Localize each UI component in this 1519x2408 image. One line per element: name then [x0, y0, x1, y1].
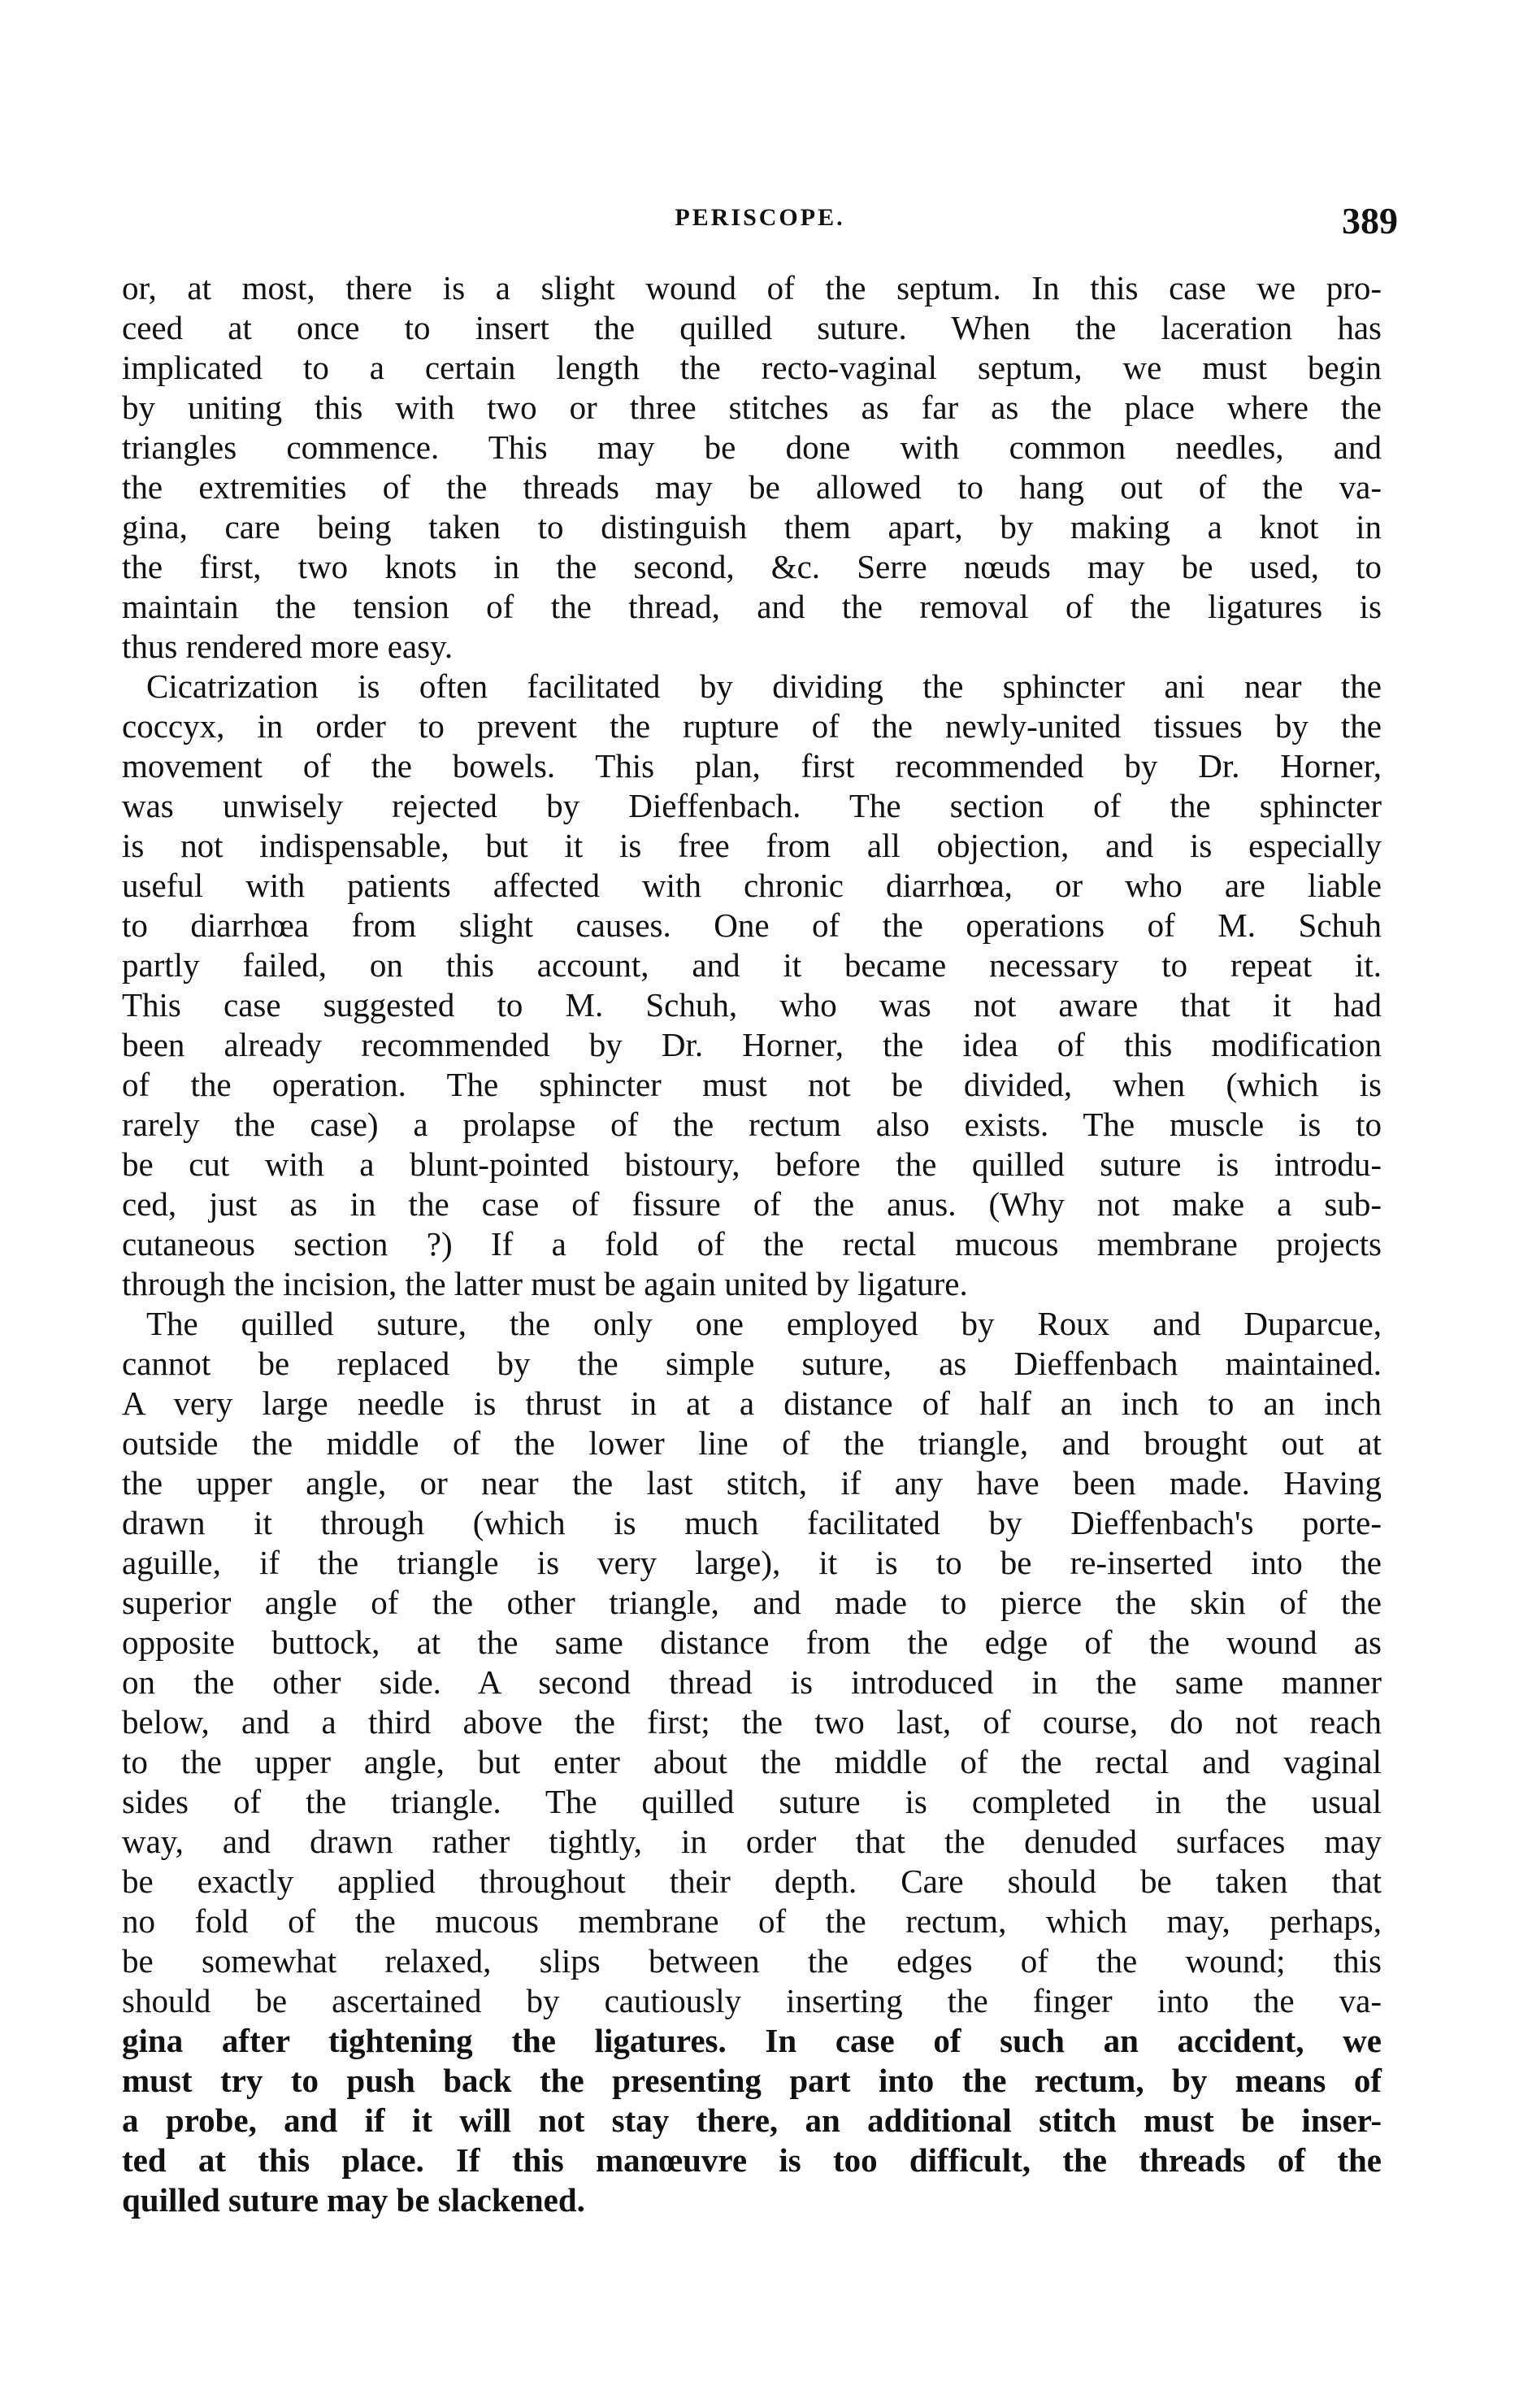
body-text — [122, 268, 1382, 2220]
text-line: useful with patients affected with chronic diarrhœa, or who are liable — [122, 867, 1382, 904]
paragraph-3 — [122, 1304, 1382, 2220]
text-line: to the upper angle, but enter about the middle of the rectal and vaginal — [122, 1743, 1382, 1780]
text-line: by uniting this with two or three stitches as far as the place where the — [122, 389, 1382, 426]
paragraph-1 — [122, 268, 1382, 667]
text-line: ced, just as in the case of fissure of the anus. (Why not make a sub- — [122, 1185, 1382, 1223]
text-line: sides of the triangle. The quilled suture is completed in the usual — [122, 1783, 1382, 1820]
text-line: the extremities of the threads may be allowed to hang out of the va- — [122, 468, 1382, 506]
text-line: A very large needle is thrust in at a distance of half an inch to an inch — [122, 1384, 1382, 1422]
text-line: ceed at once to insert the quilled suture. When the laceration has — [122, 309, 1382, 346]
text-line: Cicatrization is often facilitated by dividing the sphincter ani near the — [146, 667, 1382, 705]
text-line: was unwisely rejected by Dieffenbach. The section of the sphincter — [122, 787, 1382, 824]
text-line: be exactly applied throughout their depth. Care should be taken that — [122, 1863, 1382, 1900]
text-line: This case suggested to M. Schuh, who was not aware that it had — [122, 986, 1382, 1024]
text-line: to diarrhœa from slight causes. One of the operations of M. Schuh — [122, 906, 1382, 944]
paragraph-2 — [122, 667, 1382, 1304]
text-line: gina, care being taken to distinguish them apart, by making a knot in — [122, 508, 1382, 545]
running-head — [122, 199, 1398, 248]
text-line: been already recommended by Dr. Horner, the idea of this modification — [122, 1026, 1382, 1063]
text-line: quilled suture may be slackened. — [122, 2181, 585, 2219]
text-line: drawn it through (which is much facilitated by Dieffenbach's porte- — [122, 1504, 1382, 1541]
text-line: aguille, if the triangle is very large), it is to be re-inserted into the — [122, 1544, 1382, 1581]
text-line: no fold of the mucous membrane of the rectum, which may, perhaps, — [122, 1902, 1382, 1940]
text-line: must try to push back the presenting part into the rectum, by means of — [122, 2062, 1382, 2099]
text-line: cutaneous section ?) If a fold of the rectal mucous membrane projects — [122, 1225, 1382, 1263]
text-line: the upper angle, or near the last stitch, if any have been made. Having — [122, 1464, 1382, 1502]
text-line: superior angle of the other triangle, and made to pierce the skin of the — [122, 1584, 1382, 1621]
text-line: maintain the tension of the thread, and the removal of the ligatures is — [122, 588, 1382, 625]
text-line: ted at this place. If this manœuvre is too difficult, the threads of the — [122, 2141, 1382, 2179]
text-line: rarely the case) a prolapse of the rectum also exists. The muscle is to — [122, 1106, 1382, 1143]
text-line: opposite buttock, at the same distance from the edge of the wound as — [122, 1623, 1382, 1661]
text-line: is not indispensable, but it is free from all objection, and is especially — [122, 827, 1382, 864]
text-line: triangles commence. This may be done with common needles, and — [122, 428, 1382, 466]
text-line: gina after tightening the ligatures. In case of such an accident, we — [122, 2022, 1382, 2059]
text-line: through the incision, the latter must be again united by ligature. — [122, 1265, 968, 1302]
text-line: outside the middle of the lower line of the triangle, and brought out at — [122, 1424, 1382, 1462]
text-line: way, and drawn rather tightly, in order that the denuded surfaces may — [122, 1823, 1382, 1860]
text-line: the first, two knots in the second, &c. Serre nœuds may be used, to — [122, 548, 1382, 585]
text-line: cannot be replaced by the simple suture, as Dieffenbach maintained. — [122, 1345, 1382, 1382]
text-line: or, at most, there is a slight wound of the septum. In this case we pro- — [122, 269, 1382, 306]
text-line: movement of the bowels. This plan, first recommended by Dr. Horner, — [122, 747, 1382, 785]
text-line: The quilled suture, the only one employed by Roux and Duparcue, — [146, 1305, 1382, 1342]
text-line: be cut with a blunt-pointed bistoury, before the quilled suture is introdu- — [122, 1145, 1382, 1183]
text-line: a probe, and if it will not stay there, an additional stitch must be inser- — [122, 2102, 1382, 2139]
text-line: implicated to a certain length the recto-vaginal septum, we must begin — [122, 349, 1382, 386]
page-number: 389 — [1342, 200, 1398, 241]
text-line: below, and a third above the first; the two last, of course, do not reach — [122, 1703, 1382, 1741]
text-line: of the operation. The sphincter must not be divided, when (which is — [122, 1066, 1382, 1103]
running-title: PERISCOPE. — [675, 204, 845, 231]
text-line: coccyx, in order to prevent the rupture of the newly-united tissues by the — [122, 707, 1382, 745]
text-line: on the other side. A second thread is introduced in the same manner — [122, 1663, 1382, 1701]
text-line: should be ascertained by cautiously inserting the finger into the va- — [122, 1982, 1382, 2019]
text-line: partly failed, on this account, and it became necessary to repeat it. — [122, 946, 1382, 984]
text-line: be somewhat relaxed, slips between the edges of the wound; this — [122, 1942, 1382, 1980]
text-line: thus rendered more easy. — [122, 628, 454, 665]
